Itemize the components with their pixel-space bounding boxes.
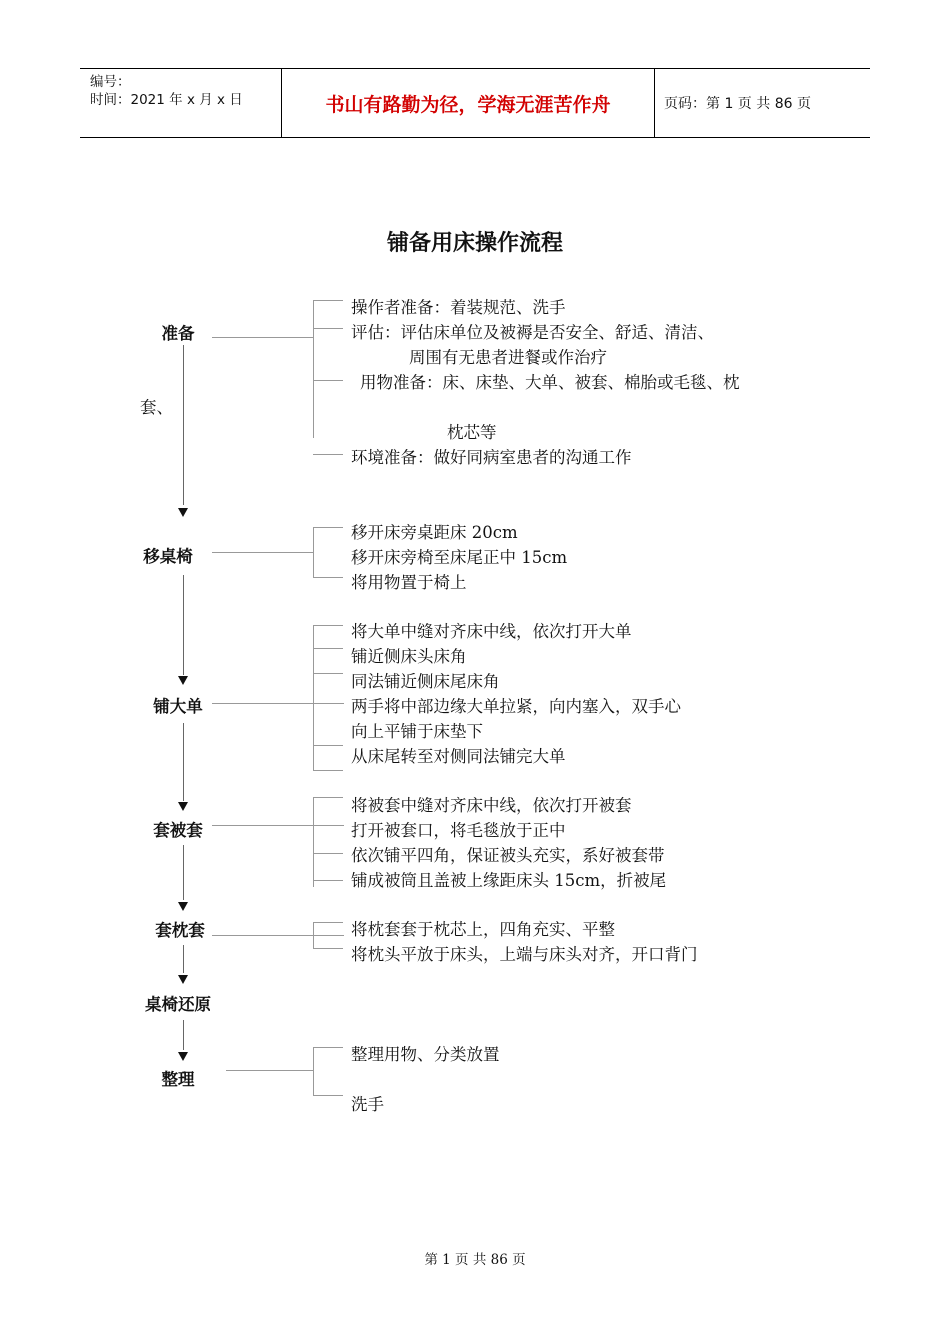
quilt-item: 依次铺平四角，保证被头充实，系好被套带 [351, 846, 665, 865]
move-item: 移开床旁椅至床尾正中 15cm [351, 548, 568, 567]
move-item: 将用物置于椅上 [351, 573, 467, 592]
bracket [313, 300, 314, 438]
connector [212, 337, 314, 338]
flow-line-4 [183, 845, 184, 900]
time-label: 时间：2021 年 x 月 x 日 [90, 92, 243, 108]
prepare-item: 用物准备：床、床垫、大单、被套、棉胎或毛毯、枕 [360, 373, 740, 392]
quilt-item: 将被套中缝对齐床中线，依次打开被套 [351, 796, 632, 815]
tick [313, 300, 343, 301]
pillow-item: 将枕头平放于床头，上端与床头对齐，开口背门 [351, 945, 698, 964]
flow-arrow-1 [178, 508, 188, 517]
tidy-item: 洗手 [351, 1095, 384, 1114]
tick [313, 853, 343, 854]
tick [313, 797, 343, 798]
step-quilt-cover: 套被套 [153, 821, 203, 840]
stray-text: 套、 [140, 398, 173, 417]
tick [313, 745, 343, 746]
tick [313, 625, 343, 626]
flow-line-2 [183, 575, 184, 675]
tick [313, 648, 343, 649]
page-header [80, 68, 870, 138]
step-restore: 桌椅还原 [145, 995, 211, 1014]
tick [313, 922, 343, 923]
prepare-item: 环境准备：做好同病室患者的沟通工作 [351, 448, 632, 467]
tick [313, 454, 343, 455]
prepare-item: 枕芯等 [447, 423, 497, 442]
connector [212, 825, 344, 826]
document-title: 铺备用床操作流程 [386, 231, 563, 256]
sheet-item: 向上平铺于床垫下 [351, 722, 483, 741]
tick [313, 1047, 343, 1048]
pillow-item: 将枕套套于枕芯上，四角充实、平整 [351, 920, 615, 939]
prepare-item: 周围有无患者进餐或作治疗 [409, 348, 607, 367]
tick [313, 948, 343, 949]
sheet-item: 两手将中部边缘大单拉紧，向内塞入，双手心 [351, 697, 681, 716]
quilt-item: 铺成被筒且盖被上缘距床头 15cm，折被尾 [351, 871, 667, 890]
step-lay-sheet: 铺大单 [153, 697, 203, 716]
flow-arrow-2 [178, 676, 188, 685]
number-label: 编号： [90, 74, 131, 90]
prepare-item: 评估：评估床单位及被褥是否安全、舒适、清洁、 [351, 323, 714, 342]
bracket [313, 527, 314, 577]
tick [313, 880, 343, 881]
flow-line-6 [183, 1020, 184, 1050]
sheet-item: 从床尾转至对侧同法铺完大单 [351, 747, 566, 766]
tick [313, 328, 343, 329]
step-move-chair: 移桌椅 [143, 547, 193, 566]
header-motto: 书山有路勤为径，学海无涯苦作舟 [281, 69, 655, 137]
tick [313, 1095, 343, 1096]
tick [313, 527, 343, 528]
flow-arrow-3 [178, 802, 188, 811]
flow-line-5 [183, 945, 184, 973]
connector [212, 703, 344, 704]
tick [313, 770, 343, 771]
header-meta [80, 69, 280, 137]
flow-arrow-6 [178, 1052, 188, 1061]
prepare-item: 操作者准备：着装规范、洗手 [351, 298, 566, 317]
header-page-code: 页码：第 1 页 共 86 页 [664, 96, 811, 112]
connector [212, 552, 314, 553]
bracket [313, 1047, 314, 1095]
connector [212, 935, 344, 936]
bracket [313, 797, 314, 887]
tidy-item: 整理用物、分类放置 [351, 1045, 500, 1064]
step-pillow-case: 套枕套 [155, 921, 205, 940]
step-tidy: 整理 [161, 1070, 195, 1089]
move-item: 移开床旁桌距床 20cm [351, 523, 518, 542]
tick [313, 673, 343, 674]
step-prepare: 准备 [161, 324, 195, 343]
sheet-item: 同法铺近侧床尾床角 [351, 672, 500, 691]
bracket [313, 922, 314, 948]
page-footer: 第 1 页 共 86 页 [424, 1252, 526, 1268]
flow-arrow-5 [178, 975, 188, 984]
flow-line-3 [183, 723, 184, 801]
tick [313, 577, 343, 578]
sheet-item: 铺近侧床头床角 [351, 647, 467, 666]
tick [313, 380, 343, 381]
connector [226, 1070, 314, 1071]
quilt-item: 打开被套口，将毛毯放于正中 [351, 821, 566, 840]
flow-line-1 [183, 345, 184, 505]
flow-arrow-4 [178, 902, 188, 911]
sheet-item: 将大单中缝对齐床中线，依次打开大单 [351, 622, 632, 641]
bracket [313, 625, 314, 770]
